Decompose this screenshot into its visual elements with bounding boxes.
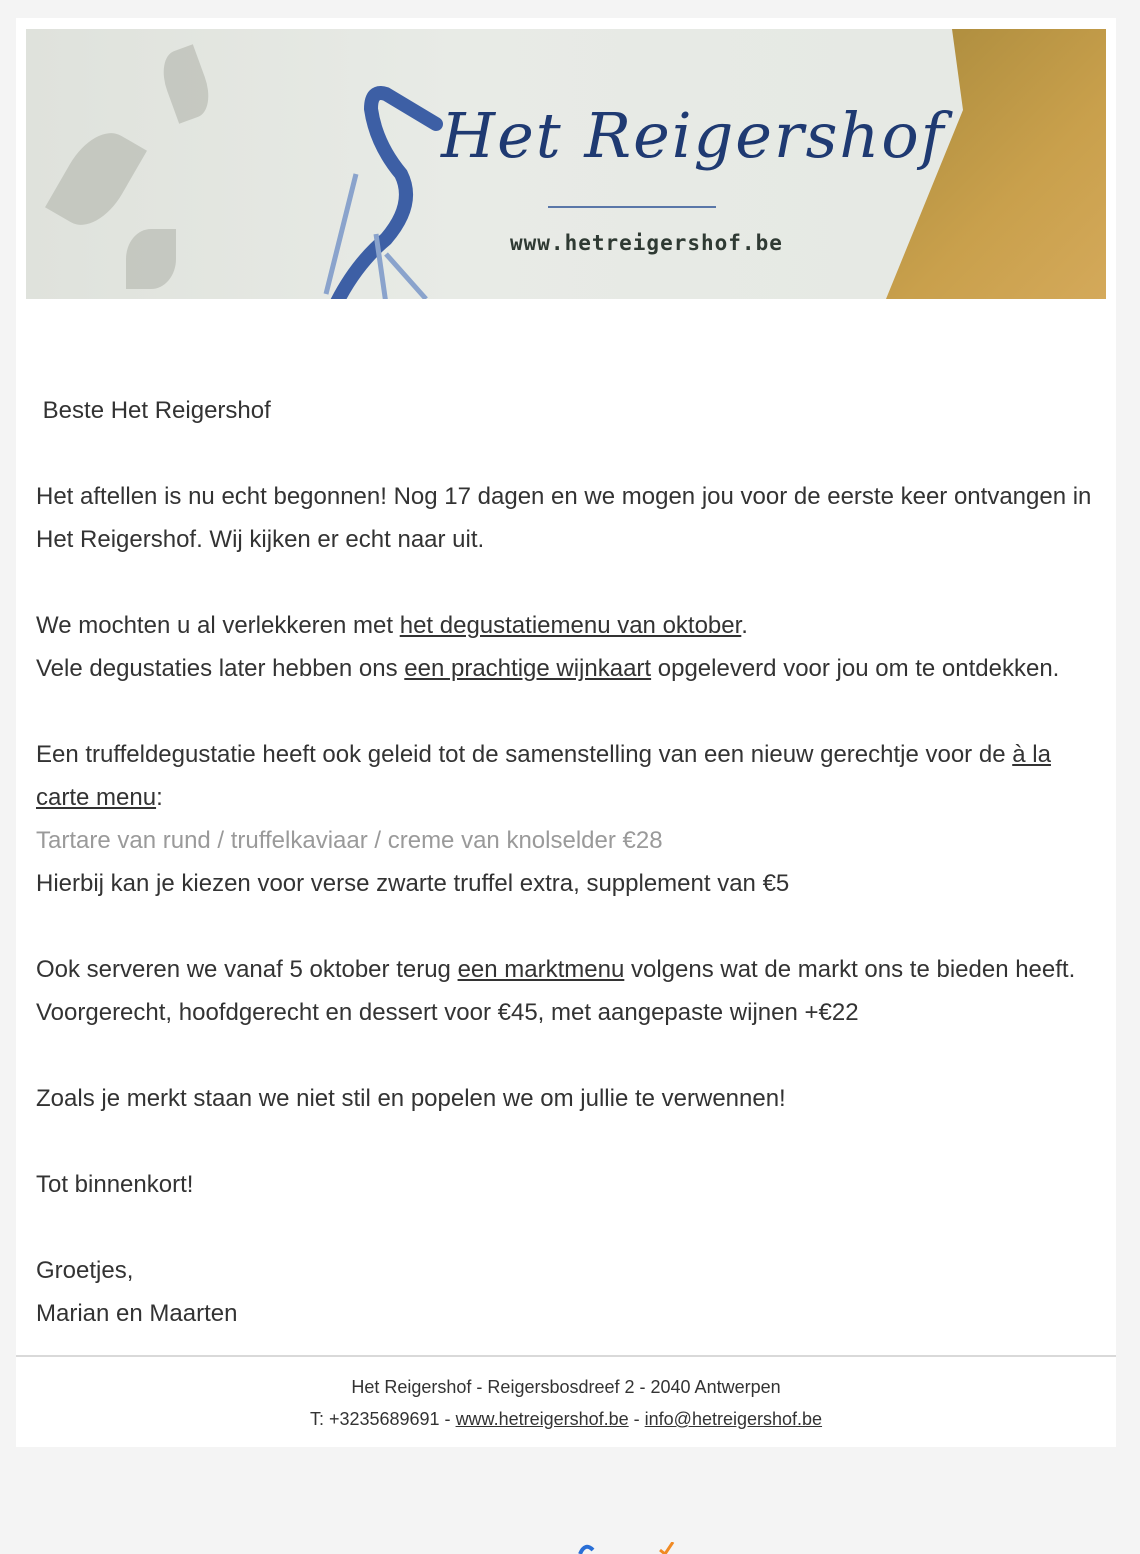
heron-icon (316, 54, 456, 299)
paragraph-menu (36, 604, 1096, 690)
footer-address: Het Reigershof - Reigersbosdreef 2 - 2040 Antwerpen (351, 1377, 781, 1397)
email-body (16, 299, 1116, 1355)
text: Een truffeldegustatie heeft ook geleid tot de samenstelling van een nieuw gerechtje voor de (36, 741, 1013, 768)
text: Ook serveren we vanaf 5 oktober terug (36, 956, 458, 983)
paragraph-truffle (36, 733, 1096, 905)
leaf-decoration (126, 229, 176, 289)
paragraph-countdown: Het aftellen is nu echt begonnen! Nog 17 dagen en we mogen jou voor de eerste keer ontvangen in Het Reigershof. Wij kijken er echt naar uit. (36, 483, 1092, 553)
divider (548, 206, 716, 208)
paragraph-farewell: Tot binnenkort! (36, 1171, 194, 1198)
wijnkaart-link[interactable]: een prachtige wijnkaart (404, 655, 652, 682)
text: . (741, 612, 748, 639)
paragraph-closing: Zoals je merkt staan we niet stil en popelen we om jullie te verwennen! (36, 1085, 786, 1112)
text: Groetjes, (36, 1257, 134, 1284)
text: We mochten u al verlekkeren met (36, 612, 400, 639)
paragraph-marktmenu (36, 948, 1096, 1034)
text: : (156, 784, 163, 811)
degustatiemenu-link[interactable]: het degustatiemenu van oktober (399, 612, 742, 639)
text: opgeleverd voor jou om te ontdekken. (651, 655, 1060, 682)
email-card (16, 18, 1116, 1447)
footer (16, 1355, 1116, 1447)
text: - (628, 1409, 645, 1429)
greeting: Beste Het Reigershof (36, 397, 271, 424)
brand-logo-icon (565, 1542, 685, 1554)
signature (36, 1249, 1096, 1335)
footer-contact (16, 1403, 1116, 1435)
dish-text: Tartare van rund / truffelkaviaar / creme van knolselder €28 (36, 827, 663, 854)
text: Hierbij kan je kiezen voor verse zwarte truffel extra, supplement van €5 (36, 870, 790, 897)
leaf-decoration (45, 121, 147, 238)
text: Marian en Maarten (36, 1300, 238, 1327)
logo-title: Het Reigershof (441, 99, 946, 172)
leaf-decoration (155, 44, 217, 123)
text: volgens wat de markt ons te bieden heeft. Voorgerecht, hoofdgerecht en dessert voor €45, met aangepaste wijnen +€22 (36, 956, 1076, 1026)
text: Vele degustaties later hebben ons (36, 655, 405, 682)
marktmenu-link[interactable]: een marktmenu (457, 956, 625, 983)
logo-url: www.hetreigershof.be (510, 231, 783, 255)
header-banner (26, 29, 1106, 299)
phone: T: +3235689691 - (309, 1409, 456, 1429)
website-link[interactable]: www.hetreigershof.be (455, 1409, 629, 1429)
email-link[interactable]: info@hetreigershof.be (644, 1409, 823, 1429)
a-la-carte-link[interactable]: à la carte menu (36, 741, 1051, 811)
